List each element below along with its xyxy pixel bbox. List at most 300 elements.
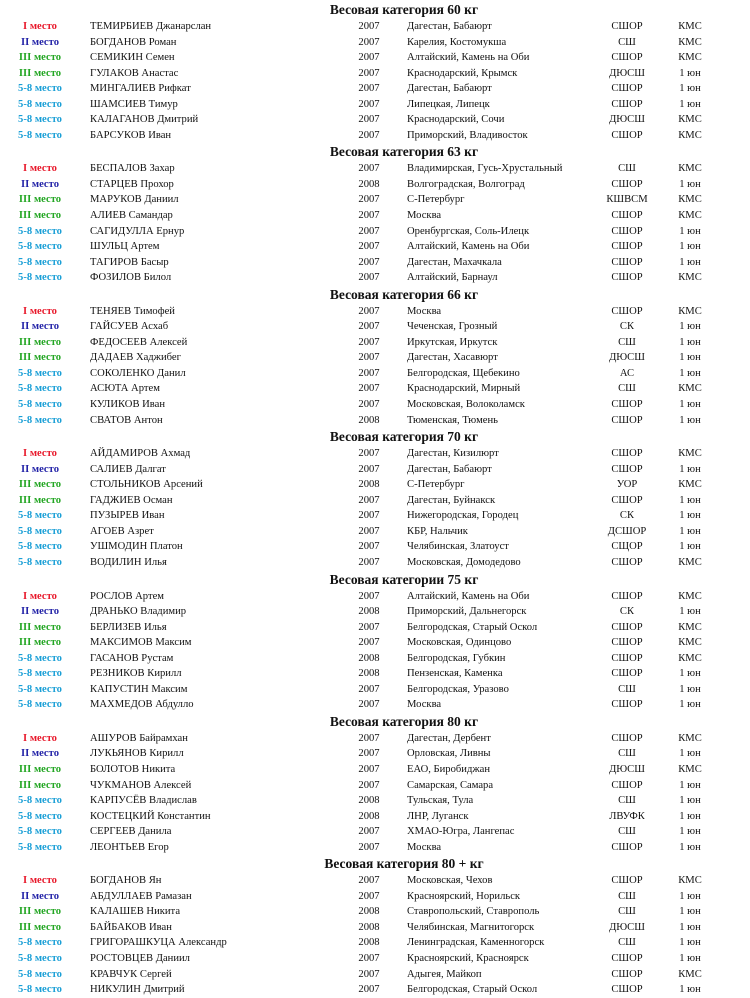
sport-rank: 1 юн xyxy=(679,810,701,822)
birth-year: 2008 xyxy=(358,606,380,618)
category-title: Весовая категория 63 кг xyxy=(329,144,479,160)
results-list xyxy=(0,19,750,143)
place-cell: 5-8 место xyxy=(18,225,62,237)
sport-school: СШ xyxy=(618,383,636,395)
sport-rank: 1 юн xyxy=(679,178,701,190)
sport-school: СШ xyxy=(618,906,636,918)
athlete-name: КОСТЕЦКИЙ Константин xyxy=(90,810,211,822)
athlete-name: СТАРЦЕВ Прохор xyxy=(90,178,174,190)
place-cell: II место xyxy=(20,321,59,333)
sport-rank: 1 юн xyxy=(679,795,701,807)
result-row xyxy=(0,239,750,255)
athlete-name: ЧУКМАНОВ Алексей xyxy=(90,779,192,791)
sport-school: ДЮСШ xyxy=(609,763,645,775)
birth-year: 2007 xyxy=(358,984,380,996)
sport-rank: 1 юн xyxy=(679,984,701,996)
weight-category xyxy=(0,143,750,285)
athlete-name: АБДУЛЛАЕВ Рамазан xyxy=(90,890,192,902)
region-city: Дагестан, Дербент xyxy=(407,732,491,744)
birth-year: 2007 xyxy=(358,336,380,348)
birth-year: 2007 xyxy=(358,556,380,568)
weight-category xyxy=(0,1,750,143)
sport-rank: 1 юн xyxy=(679,414,701,426)
sport-school: СШОР xyxy=(611,841,643,853)
athlete-name: СТОЛЬНИКОВ Арсений xyxy=(90,479,203,491)
region-city: Тульская, Тула xyxy=(407,795,474,807)
sport-rank: КМС xyxy=(678,36,702,48)
sport-school: СШОР xyxy=(611,448,643,460)
sport-rank: 1 юн xyxy=(679,336,701,348)
region-city: КБР, Нальчик xyxy=(407,525,468,537)
region-city: Белгородская, Старый Оскол xyxy=(407,621,538,633)
sport-school: СШОР xyxy=(611,52,643,64)
sport-school: СК xyxy=(619,606,635,618)
region-city: Орловская, Ливны xyxy=(407,748,491,760)
result-row xyxy=(0,697,750,713)
place-cell: 5-8 место xyxy=(18,399,62,411)
place-cell: II место xyxy=(20,748,59,760)
athlete-name: БЕСПАЛОВ Захар xyxy=(90,163,175,175)
athlete-name: ШАМСИЕВ Тимур xyxy=(90,98,178,110)
place-cell: 5-8 место xyxy=(18,968,62,980)
birth-year: 2007 xyxy=(358,541,380,553)
result-row xyxy=(0,809,750,825)
place-cell: 5-8 место xyxy=(18,83,62,95)
sport-rank: 1 юн xyxy=(679,748,701,760)
result-row xyxy=(0,824,750,840)
sport-school: СШОР xyxy=(611,210,643,222)
region-city: Челябинская, Магнитогорск xyxy=(407,921,535,933)
sport-school: ДЮСШ xyxy=(609,114,645,126)
place-cell: I место xyxy=(23,305,57,317)
birth-year: 2008 xyxy=(358,795,380,807)
sport-school: СШОР xyxy=(611,178,643,190)
sport-rank: КМС xyxy=(678,479,702,491)
sport-school: СШОР xyxy=(611,875,643,887)
sport-school: ДЮСШ xyxy=(609,921,645,933)
category-title: Весовая категория 60 кг xyxy=(329,2,479,17)
sport-school: СШОР xyxy=(611,590,643,602)
sport-rank: 1 юн xyxy=(679,463,701,475)
birth-year: 2007 xyxy=(358,36,380,48)
sport-rank: 1 юн xyxy=(679,67,701,79)
sport-school: СШ xyxy=(618,937,636,949)
region-city: Оренбургская, Соль-Илецк xyxy=(407,225,530,237)
category-title: Весовая категория 70 кг xyxy=(329,429,479,445)
birth-year: 2007 xyxy=(358,352,380,364)
region-city: Краснодарский, Крымск xyxy=(407,67,518,79)
place-cell: 5-8 место xyxy=(18,984,62,996)
result-row xyxy=(0,208,750,224)
place-cell: I место xyxy=(23,21,57,32)
place-cell: III место xyxy=(18,52,62,64)
sport-school: СШ xyxy=(618,890,636,902)
place-cell: III место xyxy=(18,637,62,649)
sport-rank: 1 юн xyxy=(679,98,701,110)
athlete-name: ГАСАНОВ Рустам xyxy=(90,652,174,664)
athlete-name: ТЕНЯЕВ Тимофей xyxy=(90,305,175,317)
athlete-name: БОЛОТОВ Никита xyxy=(90,763,176,775)
sport-school: СШ xyxy=(618,36,636,48)
region-city: Краснодарский, Мирный xyxy=(407,383,521,395)
birth-year: 2007 xyxy=(358,841,380,853)
sport-rank: 1 юн xyxy=(679,256,701,268)
place-cell: III место xyxy=(18,621,62,633)
region-city: Алтайский, Камень на Оби xyxy=(407,590,530,602)
result-row xyxy=(0,746,750,762)
result-row xyxy=(0,635,750,651)
athlete-name: АШУРОВ Байрамхан xyxy=(90,732,188,744)
place-cell: III место xyxy=(18,194,62,206)
sport-school: СШОР xyxy=(611,129,643,141)
athlete-name: СЕРГЕЕВ Данила xyxy=(90,826,172,838)
region-city: Белгородская, Уразово xyxy=(407,683,509,695)
result-row xyxy=(0,19,750,35)
region-city: Алтайский, Барнаул xyxy=(407,272,498,284)
birth-year: 2008 xyxy=(358,668,380,680)
birth-year: 2007 xyxy=(358,321,380,333)
athlete-name: РОСЛОВ Артем xyxy=(90,590,164,602)
sport-school: ДСШОР xyxy=(607,525,647,537)
sport-rank: КМС xyxy=(678,272,702,284)
region-city: Приморский, Владивосток xyxy=(407,129,528,141)
result-row xyxy=(0,335,750,351)
place-cell: II место xyxy=(20,890,59,902)
sport-rank: КМС xyxy=(678,129,702,141)
sport-school: СШОР xyxy=(611,494,643,506)
place-cell: 5-8 место xyxy=(18,541,62,553)
sport-school: СШОР xyxy=(611,652,643,664)
sport-school: СШОР xyxy=(611,21,643,32)
sport-rank: 1 юн xyxy=(679,683,701,695)
sport-rank: КМС xyxy=(678,383,702,395)
sport-rank: КМС xyxy=(678,114,702,126)
sport-school: СШОР xyxy=(611,272,643,284)
result-row xyxy=(0,270,750,286)
athlete-name: АСЮТА Артем xyxy=(90,383,160,395)
results-list xyxy=(0,304,750,428)
birth-year: 2007 xyxy=(358,890,380,902)
region-city: ХМАО-Югра, Лангепас xyxy=(407,826,515,838)
sport-school: СШ xyxy=(618,795,636,807)
place-cell: 5-8 место xyxy=(18,510,62,522)
birth-year: 2008 xyxy=(358,479,380,491)
sport-school: СШОР xyxy=(611,225,643,237)
sport-rank: 1 юн xyxy=(679,525,701,537)
results-list xyxy=(0,161,750,285)
sport-school: СШОР xyxy=(611,256,643,268)
sport-school: УОР xyxy=(616,479,638,491)
result-row xyxy=(0,666,750,682)
region-city: Дагестан, Махачкала xyxy=(407,256,502,268)
athlete-name: ТАГИРОВ Басыр xyxy=(90,256,169,268)
place-cell: 5-8 место xyxy=(18,98,62,110)
weight-category xyxy=(0,286,750,428)
place-cell: 5-8 место xyxy=(18,795,62,807)
athlete-name: МАРУКОВ Даниил xyxy=(90,194,179,206)
athlete-name: САЛИЕВ Далгат xyxy=(90,463,166,475)
place-cell: 5-8 место xyxy=(18,525,62,537)
result-row xyxy=(0,840,750,856)
sport-school: СШ xyxy=(618,826,636,838)
result-row xyxy=(0,524,750,540)
region-city: Московская, Одинцово xyxy=(407,637,512,649)
place-cell: III место xyxy=(18,210,62,222)
birth-year: 2007 xyxy=(358,494,380,506)
birth-year: 2008 xyxy=(358,652,380,664)
weight-category xyxy=(0,713,750,855)
birth-year: 2007 xyxy=(358,779,380,791)
birth-year: 2007 xyxy=(358,67,380,79)
sport-rank: КМС xyxy=(678,448,702,460)
weight-category xyxy=(0,855,750,997)
sport-school: СШОР xyxy=(611,621,643,633)
sport-school: СШОР xyxy=(611,414,643,426)
sport-school: СШОР xyxy=(611,968,643,980)
sport-school: АС xyxy=(619,367,635,379)
sport-rank: КМС xyxy=(678,52,702,64)
weight-category xyxy=(0,428,750,570)
sport-rank: КМС xyxy=(678,652,702,664)
result-row xyxy=(0,620,750,636)
region-city: Владимирская, Гусь-Хрустальный xyxy=(407,163,563,175)
place-cell: II место xyxy=(20,463,59,475)
athlete-name: РЕЗНИКОВ Кирилл xyxy=(90,668,182,680)
region-city: Белгородская, Старый Оскол xyxy=(407,984,538,996)
result-row xyxy=(0,366,750,382)
athlete-name: ВОДИЛИН Илья xyxy=(90,556,167,568)
sport-rank: 1 юн xyxy=(679,83,701,95)
place-cell: 5-8 место xyxy=(18,652,62,664)
birth-year: 2007 xyxy=(358,590,380,602)
region-city: Чеченская, Грозный xyxy=(407,321,498,333)
athlete-name: ШУЛЬЦ Артем xyxy=(90,241,160,253)
sport-rank: 1 юн xyxy=(679,510,701,522)
region-city: С-Петербург xyxy=(407,194,465,206)
sport-school: СШОР xyxy=(611,399,643,411)
place-cell: I место xyxy=(23,448,57,460)
result-row xyxy=(0,477,750,493)
birth-year: 2007 xyxy=(358,732,380,744)
birth-year: 2008 xyxy=(358,178,380,190)
place-cell: 5-8 место xyxy=(18,556,62,568)
birth-year: 2007 xyxy=(358,621,380,633)
region-city: ЕАО, Биробиджан xyxy=(407,763,491,775)
athlete-name: МИНГАЛИЕВ Рифкат xyxy=(90,83,191,95)
sport-school: СШОР xyxy=(611,779,643,791)
place-cell: III место xyxy=(18,921,62,933)
region-city: Нижегородская, Городец xyxy=(407,510,519,522)
results-list xyxy=(0,873,750,997)
results-list xyxy=(0,446,750,570)
result-row xyxy=(0,413,750,429)
result-row xyxy=(0,539,750,555)
place-cell: I место xyxy=(23,163,57,175)
region-city: Алтайский, Камень на Оби xyxy=(407,241,530,253)
sport-school: ЛВУФК xyxy=(609,810,645,822)
birth-year: 2007 xyxy=(358,683,380,695)
birth-year: 2007 xyxy=(358,272,380,284)
result-row xyxy=(0,66,750,82)
athlete-name: БАЙБАКОВ Иван xyxy=(90,921,172,933)
region-city: Волгоградская, Волгоград xyxy=(407,178,525,190)
birth-year: 2007 xyxy=(358,699,380,711)
region-city: Ленинградская, Каменногорск xyxy=(407,937,545,949)
category-title: Весовая категория 66 кг xyxy=(329,286,479,302)
place-cell: 5-8 место xyxy=(18,367,62,379)
athlete-name: СЕМИКИН Семен xyxy=(90,52,175,64)
region-city: Иркутская, Иркутск xyxy=(407,336,498,348)
sport-school: КШВСМ xyxy=(606,194,648,206)
result-row xyxy=(0,493,750,509)
result-row xyxy=(0,112,750,128)
region-city: Москва xyxy=(407,841,442,853)
sport-rank: 1 юн xyxy=(679,367,701,379)
sport-rank: 1 юн xyxy=(679,668,701,680)
result-row xyxy=(0,889,750,905)
birth-year: 2008 xyxy=(358,906,380,918)
region-city: Карелия, Костомукша xyxy=(407,36,507,48)
birth-year: 2007 xyxy=(358,210,380,222)
athlete-name: ГАЙСУЕВ Асхаб xyxy=(90,321,169,333)
category-title: Весовая категория 80 кг xyxy=(329,713,479,729)
birth-year: 2008 xyxy=(358,937,380,949)
result-row xyxy=(0,319,750,335)
sport-school: СШ xyxy=(618,336,636,348)
birth-year: 2007 xyxy=(358,83,380,95)
place-cell: 5-8 место xyxy=(18,272,62,284)
region-city: Пензенская, Каменка xyxy=(407,668,503,680)
result-row xyxy=(0,350,750,366)
athlete-name: ПУЗЫРЕВ Иван xyxy=(90,510,165,522)
result-row xyxy=(0,651,750,667)
sport-school: СШОР xyxy=(611,463,643,475)
region-city: Дагестан, Хасавюрт xyxy=(407,352,498,364)
result-row xyxy=(0,97,750,113)
birth-year: 2007 xyxy=(358,305,380,317)
region-city: Краснодарский, Сочи xyxy=(407,114,505,126)
sport-school: СШОР xyxy=(611,637,643,649)
sport-rank: КМС xyxy=(678,621,702,633)
category-title: Весовая категории 75 кг xyxy=(329,571,479,587)
sport-school: СШОР xyxy=(611,952,643,964)
athlete-name: МАХМЕДОВ Абдулло xyxy=(90,699,194,711)
athlete-name: БЕРЛИЗЕВ Илья xyxy=(90,621,167,633)
birth-year: 2007 xyxy=(358,399,380,411)
region-city: Челябинская, Златоуст xyxy=(407,541,509,553)
sport-rank: 1 юн xyxy=(679,399,701,411)
results-list xyxy=(0,589,750,713)
region-city: Приморский, Дальнегорск xyxy=(407,606,527,618)
region-city: Москва xyxy=(407,699,442,711)
result-row xyxy=(0,192,750,208)
result-row xyxy=(0,508,750,524)
birth-year: 2007 xyxy=(358,241,380,253)
result-row xyxy=(0,177,750,193)
athlete-name: ЛУКЬЯНОВ Кирилл xyxy=(90,748,184,760)
sport-school: СШОР xyxy=(611,83,643,95)
sport-school: ДЮСШ xyxy=(609,352,645,364)
sport-rank: КМС xyxy=(678,637,702,649)
athlete-name: СВАТОВ Антон xyxy=(90,414,163,426)
sport-rank: 1 юн xyxy=(679,841,701,853)
sport-rank: КМС xyxy=(678,21,702,32)
result-row xyxy=(0,397,750,413)
birth-year: 2008 xyxy=(358,810,380,822)
result-row xyxy=(0,793,750,809)
result-row xyxy=(0,731,750,747)
place-cell: III место xyxy=(18,906,62,918)
birth-year: 2007 xyxy=(358,448,380,460)
birth-year: 2007 xyxy=(358,952,380,964)
category-title: Весовая категория 80 + кг xyxy=(324,856,484,872)
result-row xyxy=(0,446,750,462)
athlete-name: КУЛИКОВ Иван xyxy=(90,399,166,411)
region-city: Московская, Волоколамск xyxy=(407,399,525,411)
result-row xyxy=(0,555,750,571)
birth-year: 2007 xyxy=(358,367,380,379)
results-list xyxy=(0,731,750,855)
place-cell: 5-8 место xyxy=(18,810,62,822)
sport-school: СШОР xyxy=(611,984,643,996)
athlete-name: ГУЛАКОВ Анастас xyxy=(90,67,179,79)
sport-school: СК xyxy=(619,510,635,522)
region-city: Адыгея, Майкоп xyxy=(407,968,482,980)
athlete-name: ГРИГОРАШКУЦА Александр xyxy=(90,937,227,949)
region-city: Алтайский, Камень на Оби xyxy=(407,52,530,64)
athlete-name: КАЛАШЕВ Никита xyxy=(90,906,181,918)
region-city: С-Петербург xyxy=(407,479,465,491)
region-city: Дагестан, Бабаюрт xyxy=(407,463,492,475)
birth-year: 2007 xyxy=(358,875,380,887)
birth-year: 2007 xyxy=(358,21,380,32)
place-cell: 5-8 место xyxy=(18,129,62,141)
athlete-name: АЛИЕВ Самандар xyxy=(90,210,173,222)
birth-year: 2007 xyxy=(358,826,380,838)
birth-year: 2007 xyxy=(358,114,380,126)
region-city: Самарская, Самара xyxy=(407,779,494,791)
result-row xyxy=(0,951,750,967)
result-row xyxy=(0,873,750,889)
sport-rank: КМС xyxy=(678,732,702,744)
result-row xyxy=(0,381,750,397)
athlete-name: ДРАНЬКО Владимир xyxy=(90,606,187,618)
athlete-name: ФОЗИЛОВ Билол xyxy=(90,272,172,284)
weight-category xyxy=(0,571,750,713)
sport-rank: 1 юн xyxy=(679,890,701,902)
athlete-name: ЛЕОНТЬЕВ Егор xyxy=(90,841,169,853)
place-cell: 5-8 место xyxy=(18,826,62,838)
sport-rank: КМС xyxy=(678,763,702,775)
sport-school: СШОР xyxy=(611,98,643,110)
result-row xyxy=(0,304,750,320)
birth-year: 2007 xyxy=(358,748,380,760)
region-city: Дагестан, Буйнакск xyxy=(407,494,496,506)
sport-school: СШОР xyxy=(611,699,643,711)
athlete-name: МАКСИМОВ Максим xyxy=(90,637,192,649)
sport-rank: 1 юн xyxy=(679,241,701,253)
athlete-name: ФЕДОСЕЕВ Алексей xyxy=(90,336,188,348)
result-row xyxy=(0,255,750,271)
sport-rank: 1 юн xyxy=(679,352,701,364)
athlete-name: УШМОДИН Платон xyxy=(90,541,183,553)
birth-year: 2007 xyxy=(358,463,380,475)
place-cell: III место xyxy=(18,67,62,79)
sport-rank: КМС xyxy=(678,163,702,175)
sport-rank: 1 юн xyxy=(679,952,701,964)
place-cell: III место xyxy=(18,479,62,491)
birth-year: 2008 xyxy=(358,921,380,933)
